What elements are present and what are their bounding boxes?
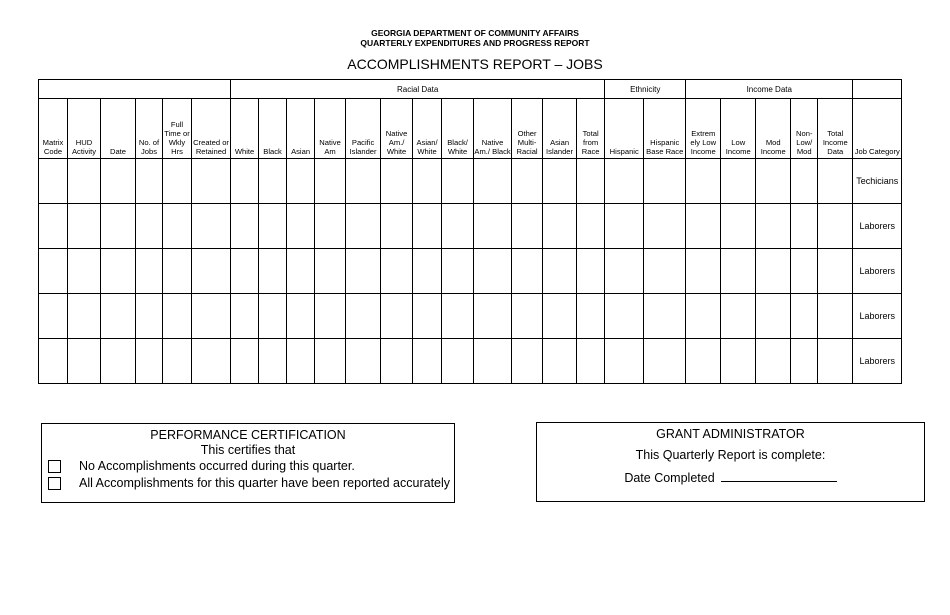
no-accomplishments-checkbox[interactable] [48,460,61,473]
col-low-income: Low Income [721,99,756,159]
cell-other-multi-racial[interactable] [512,159,543,204]
cell-asian-islander[interactable] [543,249,577,294]
cell-extremely-low-income[interactable] [686,339,721,384]
grant-administrator-box [536,422,925,502]
cell-asian-islander[interactable] [543,159,577,204]
report-subtitle: QUARTERLY EXPENDITURES AND PROGRESS REPORT [360,38,590,48]
cell-total-income-data[interactable] [818,204,853,249]
cell-no-of-jobs[interactable] [136,204,163,249]
table-row [39,339,902,384]
cell-white[interactable] [231,159,259,204]
cell-matrix-code[interactable] [39,294,68,339]
col-asian: Asian [287,99,315,159]
cell-hud-activity[interactable] [68,159,101,204]
cell-asian-white[interactable] [413,249,442,294]
cell-low-income[interactable] [721,339,756,384]
cell-white[interactable] [231,339,259,384]
cell-pacific-islander[interactable] [346,159,381,204]
cell-created-retained[interactable] [192,249,231,294]
cell-full-time[interactable] [163,339,192,384]
cell-asian-white[interactable] [413,159,442,204]
cell-black[interactable] [259,339,287,384]
cell-matrix-code[interactable] [39,204,68,249]
col-total-from-race: Total from Race [577,99,605,159]
cell-hispanic[interactable] [605,294,644,339]
cell-native-am-black[interactable] [474,249,512,294]
cell-created-retained[interactable] [192,339,231,384]
all-reported-checkbox[interactable] [48,477,61,490]
cell-non-low-mod[interactable] [791,249,818,294]
col-job-category: Job Category [853,99,902,159]
col-asian-islander: Asian Islander [543,99,577,159]
cell-created-retained[interactable] [192,294,231,339]
cell-low-income[interactable] [721,204,756,249]
cell-full-time[interactable] [163,249,192,294]
cell-hispanic-base-race[interactable] [644,204,686,249]
col-hud-activity: HUD Activity [68,99,101,159]
cell-mod-income[interactable] [756,204,791,249]
cell-hud-activity[interactable] [68,294,101,339]
cell-hispanic[interactable] [605,339,644,384]
cell-full-time[interactable] [163,204,192,249]
col-native-am-white: Native Am./ White [381,99,413,159]
cell-total-income-data[interactable] [818,159,853,204]
cell-black[interactable] [259,249,287,294]
col-other-multi-racial: Other Multi- Racial [512,99,543,159]
agency-name: GEORGIA DEPARTMENT OF COMMUNITY AFFAIRS [371,28,579,38]
cell-total-income-data[interactable] [818,294,853,339]
cell-hispanic-base-race[interactable] [644,159,686,204]
cell-non-low-mod[interactable] [791,159,818,204]
cell-asian[interactable] [287,159,315,204]
cell-non-low-mod[interactable] [791,339,818,384]
cell-job-category: Techicians [853,159,902,204]
cell-native-am-white[interactable] [381,159,413,204]
col-extremely-low-income: Extrem ely Low Income [686,99,721,159]
cell-job-category: Laborers [853,294,902,339]
table-row [39,249,902,294]
cell-white[interactable] [231,204,259,249]
cell-pacific-islander[interactable] [346,204,381,249]
cell-hud-activity[interactable] [68,339,101,384]
cell-mod-income[interactable] [756,294,791,339]
cell-extremely-low-income[interactable] [686,249,721,294]
col-no-of-jobs: No. of Jobs [136,99,163,159]
col-date: Date [101,99,136,159]
cell-extremely-low-income[interactable] [686,159,721,204]
cell-no-of-jobs[interactable] [136,249,163,294]
grant-title: GRANT ADMINISTRATOR [656,427,805,441]
cell-mod-income[interactable] [756,249,791,294]
cell-black-white[interactable] [442,339,474,384]
cell-hispanic[interactable] [605,204,644,249]
cell-job-category: Laborers [853,249,902,294]
cell-low-income[interactable] [721,159,756,204]
agency-header [0,28,950,48]
cell-date[interactable] [101,339,136,384]
no-accomplishments-option[interactable] [48,459,355,473]
cell-total-from-race[interactable] [577,294,605,339]
cell-asian-islander[interactable] [543,294,577,339]
col-hispanic-base-race: Hispanic Base Race [644,99,686,159]
cell-mod-income[interactable] [756,339,791,384]
cell-date[interactable] [101,204,136,249]
cell-low-income[interactable] [721,294,756,339]
cell-hud-activity[interactable] [68,204,101,249]
cell-mod-income[interactable] [756,159,791,204]
col-hispanic: Hispanic [605,99,644,159]
group-racial-data: Racial Data [231,80,605,99]
cell-pacific-islander[interactable] [346,249,381,294]
col-pacific-islander: Pacific Islander [346,99,381,159]
performance-subtitle: This certifies that [200,443,296,457]
cell-native-am[interactable] [315,294,346,339]
cell-job-category: Laborers [853,339,902,384]
cell-no-of-jobs[interactable] [136,339,163,384]
cell-date[interactable] [101,294,136,339]
cell-matrix-code[interactable] [39,249,68,294]
col-black: Black [259,99,287,159]
date-completed-row [537,469,924,485]
cell-asian-white[interactable] [413,294,442,339]
cell-black-white[interactable] [442,204,474,249]
report-complete-text: This Quarterly Report is complete: [635,448,826,462]
jobs-table [38,79,902,384]
cell-date[interactable] [101,249,136,294]
cell-non-low-mod[interactable] [791,294,818,339]
cell-hud-activity[interactable] [68,249,101,294]
cell-native-am-black[interactable] [474,204,512,249]
cell-extremely-low-income[interactable] [686,204,721,249]
col-white: White [231,99,259,159]
cell-total-income-data[interactable] [818,249,853,294]
cell-black-white[interactable] [442,249,474,294]
col-non-low-mod: Non- Low/ Mod [791,99,818,159]
cell-black-white[interactable] [442,294,474,339]
col-native-am: Native Am [315,99,346,159]
col-created-retained: Created or Retained [192,99,231,159]
cell-native-am-white[interactable] [381,249,413,294]
cell-hispanic[interactable] [605,159,644,204]
cell-matrix-code[interactable] [39,159,68,204]
cell-native-am-black[interactable] [474,339,512,384]
cell-no-of-jobs[interactable] [136,159,163,204]
cell-total-income-data[interactable] [818,339,853,384]
table-row [39,294,902,339]
all-reported-option[interactable] [48,476,450,490]
cell-hispanic-base-race[interactable] [644,339,686,384]
cell-asian[interactable] [287,339,315,384]
cell-created-retained[interactable] [192,159,231,204]
cell-non-low-mod[interactable] [791,204,818,249]
group-income-data: Income Data [686,80,853,99]
cell-total-from-race[interactable] [577,339,605,384]
blank-job-group-header [853,80,902,99]
cell-hispanic-base-race[interactable] [644,249,686,294]
cell-black[interactable] [259,204,287,249]
date-completed-label: Date Completed [624,471,715,485]
cell-extremely-low-income[interactable] [686,294,721,339]
cell-other-multi-racial[interactable] [512,339,543,384]
cell-asian-white[interactable] [413,339,442,384]
cell-native-am-black[interactable] [474,159,512,204]
cell-asian[interactable] [287,204,315,249]
cell-other-multi-racial[interactable] [512,294,543,339]
date-completed-field[interactable] [721,469,837,482]
cell-no-of-jobs[interactable] [136,294,163,339]
cell-native-am[interactable] [315,249,346,294]
performance-certification-box [41,423,455,503]
cell-total-from-race[interactable] [577,204,605,249]
cell-black-white[interactable] [442,159,474,204]
group-ethnicity: Ethnicity [605,80,686,99]
blank-group-header [39,80,231,99]
cell-native-am-black[interactable] [474,294,512,339]
job-rows [39,159,902,384]
no-accomplishments-label: No Accomplishments occurred during this quarter. [79,459,355,473]
cell-hispanic-base-race[interactable] [644,294,686,339]
cell-created-retained[interactable] [192,204,231,249]
cell-black[interactable] [259,159,287,204]
col-total-income-data: Total Income Data [818,99,853,159]
cell-native-am[interactable] [315,159,346,204]
cell-date[interactable] [101,159,136,204]
cell-native-am[interactable] [315,339,346,384]
performance-title: PERFORMANCE CERTIFICATION [150,428,346,442]
all-reported-label: All Accomplishments for this quarter have been reported accurately [79,476,451,490]
cell-asian[interactable] [287,294,315,339]
cell-pacific-islander[interactable] [346,294,381,339]
cell-total-from-race[interactable] [577,159,605,204]
cell-full-time[interactable] [163,159,192,204]
cell-native-am-white[interactable] [381,204,413,249]
cell-other-multi-racial[interactable] [512,204,543,249]
cell-hispanic[interactable] [605,249,644,294]
cell-asian-white[interactable] [413,204,442,249]
cell-job-category: Laborers [853,204,902,249]
table-row [39,204,902,249]
cell-matrix-code[interactable] [39,339,68,384]
cell-black[interactable] [259,294,287,339]
col-mod-income: Mod Income [756,99,791,159]
cell-native-am-white[interactable] [381,294,413,339]
col-black-white: Black/ White [442,99,474,159]
cell-white[interactable] [231,294,259,339]
cell-other-multi-racial[interactable] [512,249,543,294]
cell-asian-islander[interactable] [543,204,577,249]
cell-native-am[interactable] [315,204,346,249]
cell-pacific-islander[interactable] [346,339,381,384]
report-title: ACCOMPLISHMENTS REPORT – JOBS [347,56,603,72]
col-native-am-black: Native Am./ Black [474,99,512,159]
col-full-time: Full Time or Wkly Hrs [163,99,192,159]
cell-asian[interactable] [287,249,315,294]
col-asian-white: Asian/ White [413,99,442,159]
cell-full-time[interactable] [163,294,192,339]
cell-asian-islander[interactable] [543,339,577,384]
col-matrix-code: Matrix Code [39,99,68,159]
cell-native-am-white[interactable] [381,339,413,384]
cell-total-from-race[interactable] [577,249,605,294]
table-row [39,159,902,204]
cell-white[interactable] [231,249,259,294]
cell-low-income[interactable] [721,249,756,294]
